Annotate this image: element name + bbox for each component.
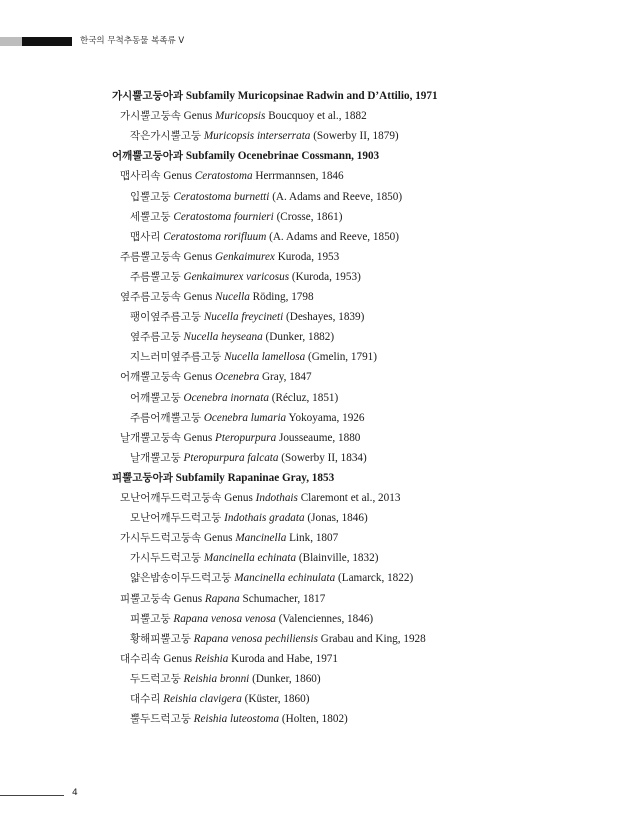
korean-name: 주름뿔고둥속	[120, 250, 181, 263]
scientific-name: Ocenebra	[215, 371, 260, 384]
korean-name: 가시뿔고둥아과	[112, 90, 184, 102]
species-entry	[130, 350, 377, 364]
korean-name: 지느러미옆주름고둥	[130, 351, 222, 364]
species-entry	[130, 712, 348, 726]
genus-entry	[120, 109, 367, 123]
scientific-name: Ocenebra lumaria	[203, 411, 287, 424]
korean-name: 맵사리	[130, 230, 161, 243]
scientific-name: Ceratostoma fournieri	[173, 210, 274, 223]
author-citation: (Deshayes, 1839)	[283, 311, 365, 324]
species-entry	[130, 612, 373, 626]
rank-label: Genus	[203, 532, 236, 545]
korean-name: 날개뿔고둥	[130, 451, 181, 464]
scientific-name: Nucella	[215, 291, 250, 303]
korean-name: 피뿔고둥	[130, 612, 171, 625]
page-number: 4	[72, 788, 78, 798]
rank-label: Genus	[224, 492, 256, 504]
korean-name: 어깨뿔고둥아과	[112, 150, 184, 163]
genus-entry	[120, 370, 312, 384]
running-header: 한국의 무척추동물 복족류 V	[80, 36, 185, 46]
scientific-name: Pteropurpura	[215, 431, 277, 444]
author-citation: Schumacher, 1817	[239, 592, 326, 605]
scientific-name: Muricopsis	[215, 110, 266, 123]
author-citation: (Dunker, 1860)	[249, 672, 321, 685]
scientific-name: Ceratostoma burnetti	[173, 190, 270, 203]
scientific-name: Nucella lamellosa	[224, 351, 306, 364]
rank-label: Subfamily	[185, 150, 238, 163]
scientific-name: Indothais	[255, 492, 298, 504]
author-citation: Herrmannsen, 1846	[252, 170, 344, 183]
author-citation: Jousseaume, 1880	[276, 431, 361, 444]
footer-rule	[0, 795, 64, 796]
korean-name: 황해피뿔고둥	[130, 632, 191, 645]
author-citation: (Jonas, 1846)	[304, 512, 368, 525]
korean-name: 대수리	[130, 693, 161, 705]
author-citation: (A. Adams and Reeve, 1850)	[269, 190, 403, 203]
rank-label: Subfamily	[185, 90, 238, 102]
author-citation: Claremont et al., 2013	[297, 492, 401, 504]
scientific-name: Ceratostoma	[194, 170, 253, 183]
species-entry	[130, 551, 378, 565]
scientific-name: Muricopsis interserrata	[203, 130, 311, 143]
species-entry	[130, 672, 321, 686]
rank-label: Genus	[183, 110, 216, 123]
scientific-name: Rapana venosa pechiliensis	[193, 632, 318, 645]
genus-entry	[120, 592, 325, 606]
species-entry	[130, 210, 342, 224]
korean-name: 피뿔고둥속	[120, 592, 171, 605]
genus-entry	[120, 652, 338, 666]
author-citation: (Sowerby II, 1834)	[278, 451, 367, 464]
author-citation: (Blainville, 1832)	[296, 552, 379, 565]
species-entry	[130, 692, 309, 706]
genus-entry	[120, 290, 314, 304]
korean-name: 주름어깨뿔고둥	[130, 411, 202, 424]
author-citation: (Küster, 1860)	[241, 693, 310, 705]
author-citation: (Kuroda, 1953)	[289, 270, 361, 283]
korean-name: 모난어깨두드럭고둥	[130, 512, 222, 525]
korean-name: 대수리속	[120, 652, 161, 665]
species-entry	[130, 230, 399, 244]
korean-name: 뿔두드럭고둥	[130, 713, 191, 726]
author-citation: Grabau and King, 1928	[317, 632, 426, 645]
author-citation: Boucquoy et al., 1882	[265, 110, 367, 123]
species-entry	[130, 511, 368, 525]
author-citation: (Lamarck, 1822)	[335, 572, 414, 585]
rank-label: Genus	[183, 250, 216, 263]
subfamily-entry	[112, 149, 379, 163]
author-citation: (Gmelin, 1791)	[305, 351, 377, 364]
scientific-name: Genkaimurex varicosus	[183, 270, 290, 283]
scientific-name: Reishia clavigera	[163, 693, 242, 705]
rank-label: Genus	[183, 431, 216, 444]
species-entry	[130, 451, 367, 465]
rank-label: Genus	[163, 170, 195, 183]
korean-name: 모난어깨두드럭고둥속	[120, 492, 222, 504]
scientific-name: Mancinella echinulata	[234, 572, 336, 585]
genus-entry	[120, 250, 339, 264]
species-entry	[130, 270, 361, 284]
author-citation: Kuroda, 1953	[274, 250, 340, 263]
species-entry	[130, 310, 364, 324]
subfamily-entry	[112, 89, 438, 103]
author-citation: (Holten, 1802)	[279, 713, 348, 726]
author-citation: Röding, 1798	[249, 291, 314, 303]
korean-name: 피뿔고둥아과	[112, 471, 173, 484]
scientific-name: Reishia bronni	[183, 672, 250, 685]
genus-entry	[120, 431, 360, 445]
genus-entry	[120, 531, 338, 545]
author-citation: (A. Adams and Reeve, 1850)	[266, 230, 399, 243]
species-entry	[130, 571, 413, 585]
author-citation: (Sowerby II, 1879)	[310, 130, 399, 143]
korean-name: 팽이옆주름고둥	[130, 311, 202, 324]
genus-entry	[120, 491, 400, 505]
scientific-name: Ocenebra inornata	[183, 391, 269, 404]
rank-label: Genus	[163, 652, 195, 665]
scientific-name: Nucella freycineti	[203, 311, 284, 324]
rank-label: Genus	[183, 291, 216, 303]
scientific-name: Pteropurpura falcata	[183, 451, 279, 464]
subfamily-entry	[112, 471, 334, 485]
scientific-name: Ceratostoma rorifluum	[163, 230, 267, 243]
author-citation: Ocenebrinae Cossmann, 1903	[237, 150, 380, 163]
korean-name: 옆주름고둥속	[120, 291, 181, 303]
rank-label: Genus	[183, 371, 216, 384]
author-citation: Yokoyama, 1926	[286, 411, 365, 424]
genus-entry	[120, 169, 344, 183]
scientific-name: Mancinella echinata	[203, 552, 297, 565]
scientific-name: Mancinella	[235, 532, 287, 545]
korean-name: 날개뿔고둥속	[120, 431, 181, 444]
korean-name: 어깨뿔고둥	[130, 391, 181, 404]
korean-name: 가시두드럭고둥	[130, 552, 202, 565]
korean-name: 주름뿔고둥	[130, 270, 181, 283]
korean-name: 작은가시뿔고둥	[130, 130, 202, 143]
species-entry	[130, 411, 364, 425]
rank-label: Genus	[173, 592, 205, 605]
korean-name: 어깨뿔고둥속	[120, 371, 181, 384]
species-entry	[130, 632, 426, 646]
species-entry	[130, 190, 402, 204]
author-citation: Rapaninae Gray, 1853	[227, 471, 335, 484]
korean-name: 두드럭고둥	[130, 672, 181, 685]
author-citation: Gray, 1847	[259, 371, 312, 384]
scientific-name: Rapana venosa venosa	[173, 612, 276, 625]
korean-name: 얇은밤송이두드럭고둥	[130, 572, 232, 585]
scientific-name: Nucella heyseana	[183, 331, 263, 344]
species-entry	[130, 129, 399, 143]
author-citation: (Crosse, 1861)	[273, 210, 343, 223]
author-citation: (Valenciennes, 1846)	[275, 612, 374, 625]
author-citation: Muricopsinae Radwin and D’Attilio, 1971	[237, 90, 438, 102]
scientific-name: Reishia luteostoma	[193, 713, 280, 726]
species-entry	[130, 391, 338, 405]
scientific-name: Rapana	[204, 592, 240, 605]
korean-name: 입뿔고둥	[130, 190, 171, 203]
korean-name: 가시두드럭고둥속	[120, 532, 202, 545]
author-citation: Kuroda and Habe, 1971	[228, 652, 338, 665]
author-citation: (Récluz, 1851)	[268, 391, 339, 404]
scientific-name: Genkaimurex	[215, 250, 275, 263]
author-citation: (Dunker, 1882)	[262, 331, 335, 344]
korean-name: 가시뿔고둥속	[120, 110, 181, 123]
korean-name: 옆주름고둥	[130, 331, 181, 344]
author-citation: Link, 1807	[286, 532, 339, 545]
rank-label: Subfamily	[175, 471, 228, 484]
korean-name: 맵사리속	[120, 170, 161, 183]
korean-name: 세뿔고둥	[130, 210, 171, 223]
species-entry	[130, 330, 334, 344]
scientific-name: Reishia	[194, 652, 229, 665]
scientific-name: Indothais gradata	[224, 512, 305, 525]
